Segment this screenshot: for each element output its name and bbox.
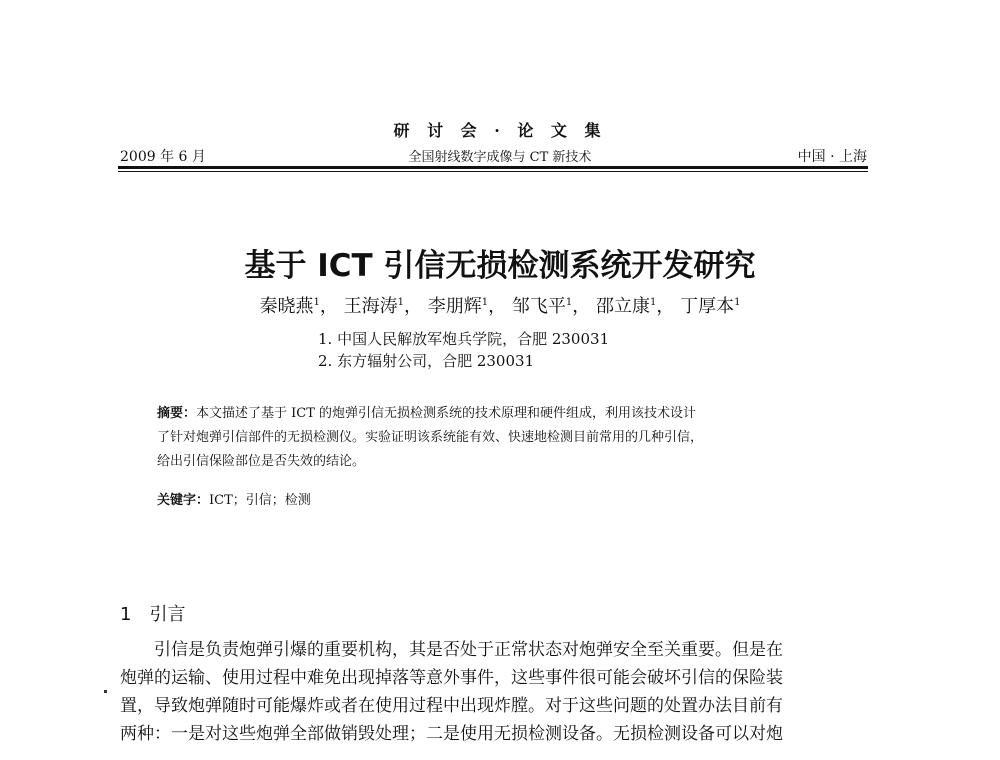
- abstract: [157, 402, 857, 474]
- abstract-line: 给出引信保险部位是否失效的结论。: [157, 454, 366, 469]
- author-affiliation-mark: 1: [481, 297, 489, 308]
- abstract-line: 了针对炮弹引信部件的无损检测仪。实验证明该系统能有效、快速地检测目前常用的几种引信，: [157, 430, 704, 445]
- author-affiliation-mark: 1: [734, 297, 741, 308]
- author-affiliation-mark: 1: [313, 297, 320, 308]
- header-location: 中国 · 上海: [797, 149, 867, 165]
- section-number: 1: [120, 604, 132, 625]
- section-body: [120, 636, 870, 748]
- header-conference: 全国射线数字成像与 CT 新技术: [408, 150, 592, 165]
- section-heading: [120, 600, 185, 626]
- header-rule-thin: [118, 171, 868, 172]
- author-name: 秦晓燕: [259, 296, 314, 317]
- keywords-label: 关键字：: [157, 493, 210, 508]
- header-rule-thick: [118, 166, 868, 169]
- paper-title: 基于 ICT 引信无损检测系统开发研究: [244, 248, 756, 284]
- abstract-text: 本文描述了基于 ICT 的炮弹引信无损检测系统的技术原理和硬件组成，利用该技术设计: [196, 406, 697, 421]
- body-line: 引信是负责炮弹引爆的重要机构，其是否处于正常状态对炮弹安全至关重要。但是在: [120, 640, 783, 660]
- margin-mark: [104, 690, 107, 693]
- author-name: 李朋辉: [427, 296, 482, 317]
- keywords: [157, 489, 311, 508]
- keywords-text: ICT；引信；检测: [209, 493, 311, 508]
- body-line: 置，导致炮弹随时可能爆炸或者在使用过程中出现炸膛。对于这些问题的处置办法目前有: [120, 696, 783, 716]
- author-name: 丁厚本: [680, 296, 735, 317]
- body-line: 炮弹的运输、使用过程中难免出现掉落等意外事件，这些事件很可能会破坏引信的保险装: [120, 668, 783, 688]
- author-name: 邵立康: [595, 296, 650, 317]
- body-line: 两种：一是对这些炮弹全部做销毁处理；二是使用无损检测设备。无损检测设备可以对炮: [120, 724, 783, 744]
- section-title: 引言: [149, 604, 186, 625]
- abstract-line: [157, 402, 857, 426]
- author-name: 邹飞平: [511, 296, 566, 317]
- affiliation-1: 1. 中国人民解放军炮兵学院，合肥 230031: [318, 330, 610, 348]
- affiliation-2: 2. 东方辐射公司，合肥 230031: [318, 352, 535, 370]
- abstract-label: 摘要：: [157, 406, 197, 421]
- author-affiliation-mark: 1: [397, 297, 405, 308]
- author-name: 王海涛: [343, 296, 398, 317]
- header-date: 2009 年 6 月: [120, 149, 206, 165]
- author-affiliation-mark: 1: [565, 297, 573, 308]
- author-list: 秦晓燕$^1$， 王海涛$^1$， 李朋辉$^1$， 邹飞平$^1$， 邵立康$^1$， 丁厚本$^1$: [259, 296, 741, 317]
- header-series: 研 讨 会 · 论 文 集: [393, 121, 607, 140]
- author-affiliation-mark: 1: [649, 297, 657, 308]
